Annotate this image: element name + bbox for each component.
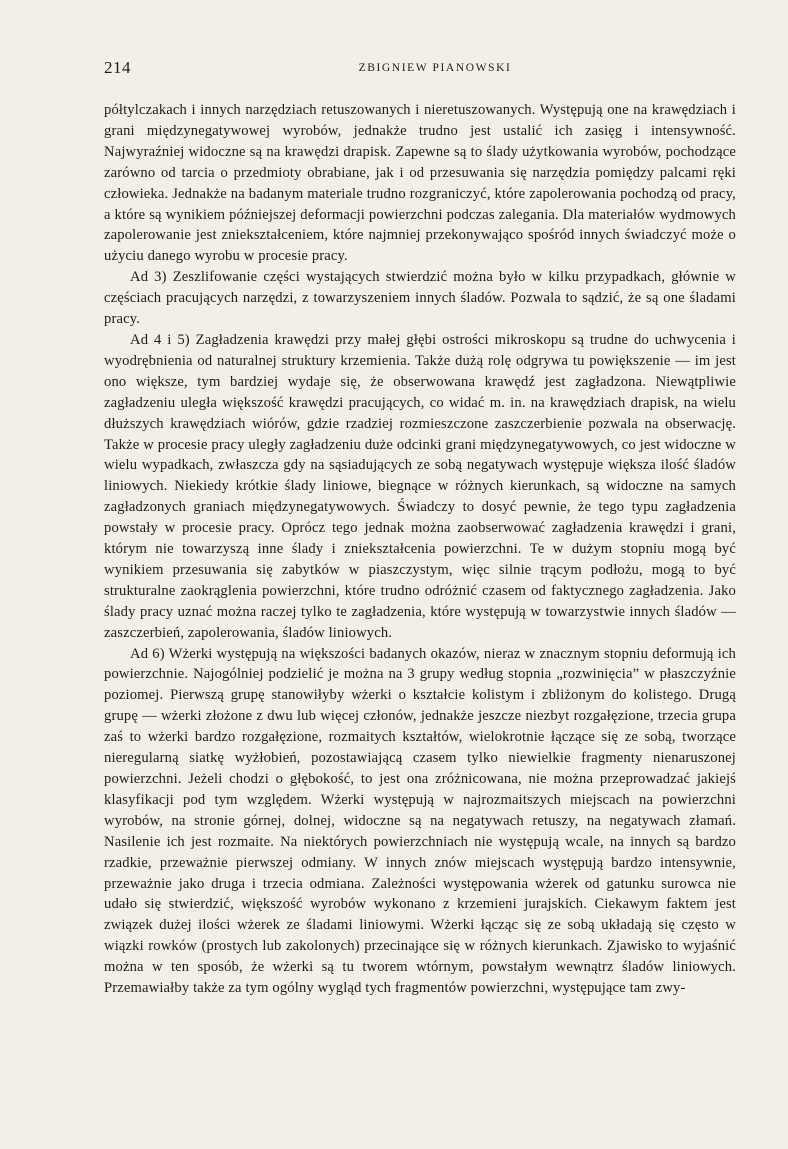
- running-head: ZBIGNIEW PIANOWSKI: [358, 62, 512, 74]
- paragraph-1: półtylczakach i innych narzędziach retuszowanych i nieretuszowanych. Występują one na krawędziach i grani międzynegatywowej wyrobów, jednakże trudno jest ustalić ich zasięg i intensywność. Najwyraźniej widoczne są na krawędzi drapisk. Zapewne są to ślady użytkowania wyrobów, pochodzące zarówno od tarcia o przedmioty obrabiane, jak i od przesuwania się narzędzia pomiędzy palcami ręki człowieka. Jednakże na badanym materiale trudno rozgraniczyć, które zapolerowania pochodzą od pracy, a które są wynikiem późniejszej deformacji powierzchni podczas zalegania. Dla materiałów wydmowych zapolerowanie jest zniekształceniem, które najmniej przekonywająco spośród innych świadczyć może o użyciu danego wyrobu w procesie pracy.: [104, 102, 736, 265]
- page-number: 214: [104, 58, 131, 77]
- paragraph-4: Ad 6) Wżerki występują na większości badanych okazów, nieraz w znacznym stopniu deformują ich powierzchnie. Najogólniej podzielić je można na 3 grupy według stopnia „rozwinięcia” w płaszczyźnie poziomej. Pierwszą grupę stanowiłyby wżerki o kształcie kolistym i zbliżonym do kolistego. Drugą grupę — wżerki złożone z dwu lub więcej członów, jednakże jeszcze niezbyt rozgałęzione, trzecia grupa zaś to wżerki bardzo rozgałęzione, rozmaitych kształtów, wielokrotnie łączące się ze sobą, tworzące nieregularną siatkę wyżłobień, pozostawiającą czasem tylko niewielkie fragmenty nienaruszonej powierzchni. Jeżeli chodzi o głębokość, to jest ona zróżnicowana, nie można przeprowadzać jakiejś klasyfikacji pod tym względem. Wżerki występują w najrozmaitszych miejscach na powierzchni wyrobów, na stronie górnej, dolnej, widoczne są na negatywach retuszy, na negatywach złamań. Nasilenie ich jest rozmaite. Na niektórych powierzchniach nie występują wcale, na innych są bardzo rzadkie, przeważnie pierwszej odmiany. W innych znów miejscach występują bardzo intensywnie, przeważnie jako druga i trzecia odmiana. Zależności występowania wżerek od gatunku surowca nie udało się stwierdzić, większość wyrobów wykonano z krzemieni jurajskich. Ciekawym faktem jest związek dużej ilości wżerek ze śladami liniowymi. Wżerki łącząc się ze sobą układają się często w wiązki rowków (prostych lub zakolonych) przecinające się w różnych kierunkach. Zjawisko to wyjaśnić można w ten sposób, że wżerki są tu tworem wtórnym, powstałym wewnątrz śladów liniowych. Przemawiałby także za tym ogólny wygląd tych fragmentów powierzchni, występujące tam zwy-: [104, 645, 736, 997]
- paragraph-2: Ad 3) Zeszlifowanie części wystających stwierdzić można było w kilku przypadkach, głównie w częściach pracujących narzędzi, z towarzyszeniem innych śladów. Pozwala to sądzić, że są one śladami pracy.: [104, 269, 736, 328]
- body-text: [104, 100, 736, 999]
- page-header: [104, 58, 736, 80]
- paragraph-3: Ad 4 i 5) Zagładzenia krawędzi przy małej głębi ostrości mikroskopu są trudne do uchwycenia i wyodrębnienia od naturalnej struktury krzemienia. Także dużą rolę odgrywa tu powiększenie — im jest ono większe, tym bardziej wydaje się, że obserwowana krawędź jest zagładzona. Niewątpliwie zagładzeniu uległa większość krawędzi pracujących, co widać m. in. na krawędziach drapisk, na wielu dłuższych krawędziach wiórów, gdzie rzadziej rozmieszczone zaszczerbienie pozwala na obserwację. Także w procesie pracy uległy zagładzeniu duże odcinki grani międzynegatywowych, co jest widoczne w wielu wypadkach, zwłaszcza gdy na sąsiadujących ze sobą negatywach występuje większa ilość śladów liniowych. Niekiedy krótkie ślady liniowe, biegnące w różnych kierunkach, są widoczne na samych zagładzonych graniach międzynegatywowych. Świadczy to dosyć pewnie, że tego typu zagładzenia powstały w procesie pracy. Oprócz tego jednak można zaobserwować zagładzenia krawędzi i grani, którym nie towarzyszą inne ślady i zniekształcenia powierzchni. Te w dużym stopniu mogą być wynikiem przesuwania się zabytków w piaszczystym, więc silnie trącym podłożu, mogą to być strukturalne zaokrąglenia powierzchni, które trudno odróżnić czasem od faktycznego zagładzenia. Jako ślady pracy uznać można raczej tylko te zagładzenia, które występują w towarzystwie innych śladów — zaszczerbień, zapolerowania, śladów liniowych.: [104, 331, 736, 641]
